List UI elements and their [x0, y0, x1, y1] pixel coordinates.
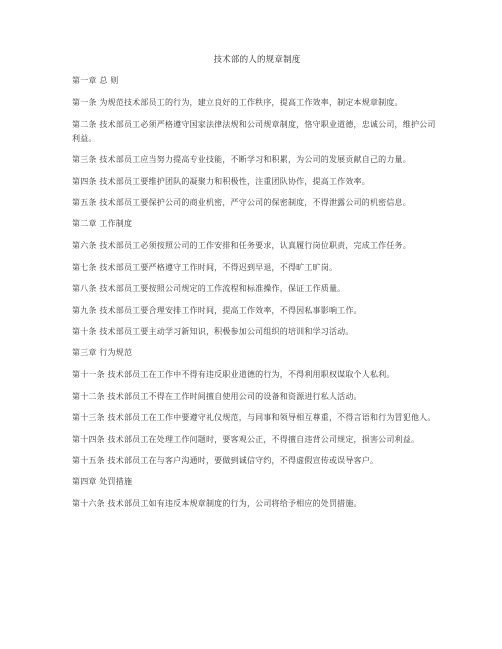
article-paragraph: 第一条 为规范技术部员工的行为，建立良好的工作秩序，提高工作效率，制定本规章制度。	[72, 98, 403, 107]
article-paragraph: 第二条 技术部员工必须严格遵守国家法律法规和公司规章制度，恪守职业道德，忠诚公司，维护公司利益。	[72, 119, 436, 143]
article-paragraph: 第十三条 技术部员工在工作中要遵守礼仪规范，与同事和领导相互尊重，不得言语和行为冒犯他人。	[72, 413, 436, 423]
article-paragraph: 第十一条 技术部员工在工作中不得有违反职业道德的行为，不得利用职权谋取个人私利。	[72, 369, 395, 379]
article-paragraph: 第七条 技术部员工要严格遵守工作时间，不得迟到早退，不得旷工旷岗。	[72, 262, 338, 272]
article-paragraph: 第十条 技术部员工要主动学习新知识，积极参加公司组织的培训和学习活动。	[72, 327, 354, 337]
article-paragraph: 第十六条 技术部员工如有违反本规章制度的行为，公司将给予相应的处罚措施。	[72, 498, 362, 508]
article-paragraph: 第三条 技术部员工应当努力提高专业技能，不断学习和积累，为公司的发展贡献自己的力量。	[72, 155, 411, 165]
article-paragraph: 第四条 技术部员工要维护团队的凝聚力和积极性，注重团队协作，提高工作效率。	[72, 176, 370, 186]
document-title: 技术部的人的规章制度	[213, 55, 301, 65]
article-paragraph: 第十二条 技术部员工不得在工作时间擅自使用公司的设备和资源进行私人活动。	[72, 391, 362, 401]
article-paragraph: 第八条 技术部员工要按照公司规定的工作流程和标准操作，保证工作质量。	[72, 284, 346, 294]
article-paragraph: 第五条 技术部员工要保护公司的商业机密，严守公司的保密制度，不得泄露公司的机密信息。	[72, 198, 411, 208]
article-paragraph: 第十四条 技术部员工在处理工作问题时，要客观公正，不得擅自违背公司规定，损害公司利益。	[72, 434, 420, 444]
article-paragraph: 第十五条 技术部员工在与客户沟通时，要做到诚信守约，不得虚假宣传或误导客户。	[72, 456, 379, 466]
chapter-heading: 第四章 处罚措施	[72, 476, 133, 486]
chapter-heading: 第三章 行为规范	[72, 347, 133, 357]
chapter-heading: 第二章 工作制度	[72, 218, 133, 228]
article-paragraph: 第九条 技术部员工要合理安排工作时间，提高工作效率，不得因私事影响工作。	[72, 305, 362, 315]
document-page	[72, 54, 442, 519]
article-paragraph: 第六条 技术部员工必须按照公司的工作安排和任务要求，认真履行岗位职责，完成工作任务。	[72, 240, 411, 250]
chapter-heading: 第一章 总 则	[72, 76, 119, 85]
